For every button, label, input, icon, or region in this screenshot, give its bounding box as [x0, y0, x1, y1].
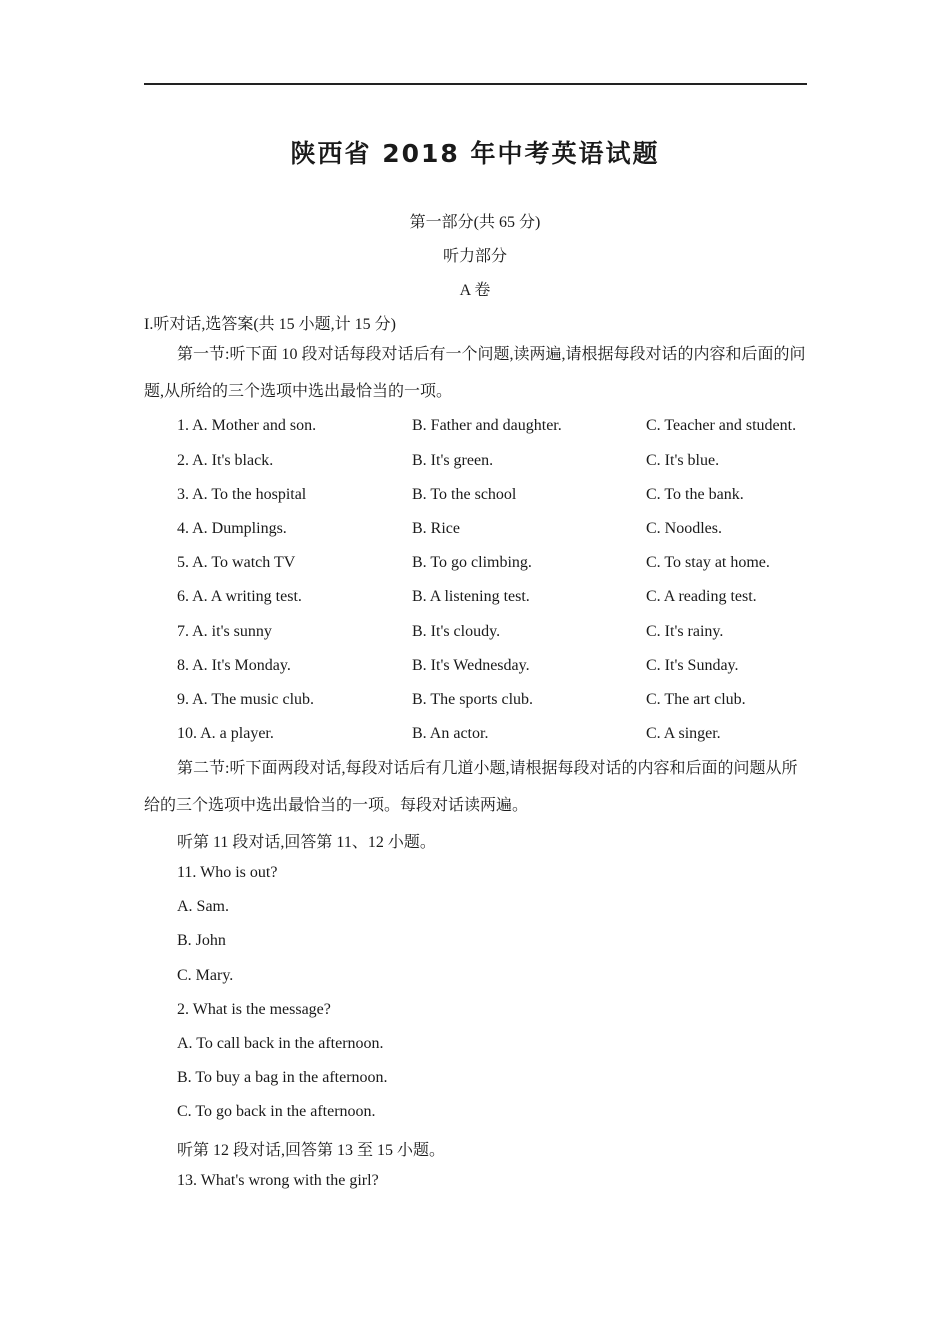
- instruction-part2: 第二节:听下面两段对话,每段对话后有几道小题,请根据每段对话的内容和后面的问题从所给的三个选项中选出最恰当的一项。每段对话读两遍。: [144, 760, 798, 814]
- question-row: [0, 417, 950, 439]
- option-c: C. The art club.: [646, 691, 746, 708]
- option-a: 4. A. Dumplings.: [177, 520, 287, 537]
- question-row: [0, 452, 950, 474]
- option-a: 10. A. a player.: [177, 725, 274, 742]
- option-a: 5. A. To watch TV: [177, 554, 296, 571]
- option-a: 6. A. A writing test.: [177, 588, 302, 605]
- question-13: 13. What's wrong with the girl?: [177, 1172, 379, 1189]
- question-row: [0, 520, 950, 542]
- option-a: A. Sam.: [177, 898, 229, 915]
- option-b: B. Rice: [412, 520, 460, 537]
- option-b: B. To buy a bag in the afternoon.: [177, 1069, 388, 1086]
- option-a: A. To call back in the afternoon.: [177, 1035, 384, 1052]
- page-title: 陕西省 2018 年中考英语试题: [290, 139, 660, 168]
- option-b: B. It's cloudy.: [412, 623, 501, 640]
- option-c: C. To the bank.: [646, 486, 744, 503]
- question-row: [0, 657, 950, 679]
- option-c: C. To stay at home.: [646, 554, 770, 571]
- question-12: 2. What is the message?: [177, 1001, 331, 1018]
- question-row: [0, 554, 950, 576]
- option-b: B. It's green.: [412, 452, 494, 469]
- option-c: C. Mary.: [177, 967, 234, 984]
- option-b: B. To go climbing.: [412, 554, 532, 571]
- option-c: C. Teacher and student.: [646, 417, 797, 434]
- instruction-part1: 第一节:听下面 10 段对话每段对话后有一个问题,读两遍,请根据每段对话的内容和后面的问题,从所给的三个选项中选出最恰当的一项。: [144, 346, 806, 400]
- option-b: B. To the school: [412, 486, 517, 503]
- option-a: 3. A. To the hospital: [177, 486, 307, 503]
- option-c: C. It's blue.: [646, 452, 720, 469]
- option-c: C. To go back in the afternoon.: [177, 1103, 376, 1120]
- option-c: C. It's Sunday.: [646, 657, 739, 674]
- option-c: C. A singer.: [646, 725, 721, 742]
- question-11: 11. Who is out?: [177, 864, 278, 881]
- header-rule: [144, 83, 807, 85]
- option-a: 1. A. Mother and son.: [177, 417, 317, 434]
- option-c: C. Noodles.: [646, 520, 722, 537]
- question-row: [0, 588, 950, 610]
- volume-heading: A 卷: [459, 282, 491, 299]
- question-row: [0, 486, 950, 508]
- option-b: B. It's Wednesday.: [412, 657, 530, 674]
- option-b: B. John: [177, 932, 226, 949]
- option-c: C. It's rainy.: [646, 623, 724, 640]
- dialogue-12-intro: 听第 12 段对话,回答第 13 至 15 小题。: [177, 1142, 446, 1159]
- question-row: [0, 691, 950, 713]
- question-row: [0, 623, 950, 645]
- option-a: 7. A. it's sunny: [177, 623, 272, 640]
- part-heading: 第一部分(共 65 分): [409, 214, 541, 231]
- option-b: B. An actor.: [412, 725, 489, 742]
- option-a: 9. A. The music club.: [177, 691, 315, 708]
- option-b: B. The sports club.: [412, 691, 534, 708]
- option-a: 2. A. It's black.: [177, 452, 274, 469]
- section-heading: 听力部分: [442, 248, 507, 265]
- option-a: 8. A. It's Monday.: [177, 657, 291, 674]
- option-b: B. A listening test.: [412, 588, 530, 605]
- option-c: C. A reading test.: [646, 588, 757, 605]
- dialogue-11-intro: 听第 11 段对话,回答第 11、12 小题。: [177, 834, 436, 851]
- question-row: [0, 725, 950, 747]
- listening-heading: I.听对话,选答案(共 15 小题,计 15 分): [144, 316, 396, 333]
- option-b: B. Father and daughter.: [412, 417, 562, 434]
